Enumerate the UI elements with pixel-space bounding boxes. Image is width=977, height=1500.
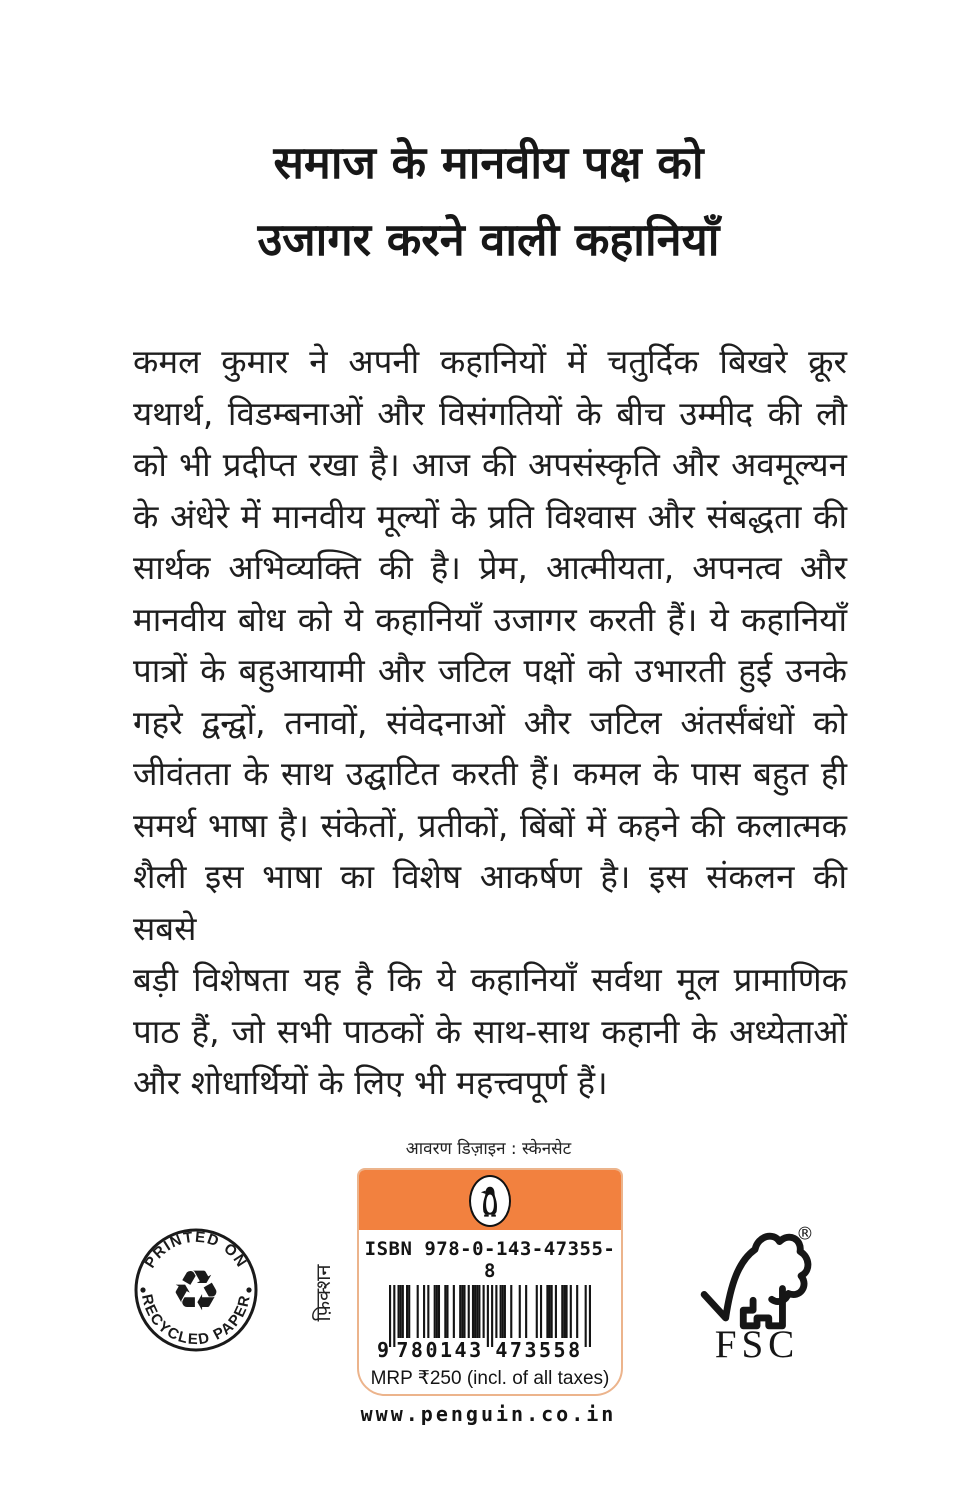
blurb-line: शैली इस भाषा का विशेष आकर्षण है। इस संकलन की सबसे bbox=[133, 857, 847, 948]
fsc-certification-mark bbox=[698, 1222, 816, 1368]
isbn-barcode-box bbox=[357, 1168, 623, 1396]
blurb-line: गहरे द्वन्द्वों, तनावों, संवेदनाओं और जटिल अंतर्संबंधों को bbox=[133, 702, 847, 742]
blurb-line: जीवंतता के साथ उद्घाटित करती हैं। कमल के पास बहुत ही bbox=[133, 754, 847, 793]
mrp-price: MRP ₹250 (incl. of all taxes) bbox=[370, 1368, 610, 1389]
publisher-brand-band bbox=[359, 1170, 621, 1230]
penguin-icon bbox=[477, 1182, 503, 1220]
stamp-bottom-text: RECYCLED PAPER bbox=[138, 1292, 254, 1349]
recycled-paper-stamp-graphic bbox=[128, 1222, 264, 1358]
fsc-label: FSC bbox=[714, 1323, 800, 1364]
cover-design-credit: आवरण डिज़ाइन : स्केनसेट bbox=[405, 1139, 572, 1159]
isbn-number: ISBN 978-0-143-47355-8 bbox=[364, 1238, 616, 1282]
barcode-digit-group2: 473558 bbox=[495, 1338, 583, 1362]
fsc-tree-icon bbox=[698, 1222, 816, 1364]
blurb-line: मानवीय बोध को ये कहानियाँ उजागर करती हैं। ये कहानियाँ bbox=[133, 599, 847, 639]
blurb-line: समर्थ भाषा है। संकेतों, प्रतीकों, बिंबों में कहने की कलात्मक bbox=[133, 805, 847, 845]
genre-spine-label: फ़िक्शन bbox=[311, 1264, 335, 1322]
stamp-top-text: PRINTED ON bbox=[141, 1228, 251, 1272]
penguin-logo bbox=[469, 1175, 511, 1227]
blurb-line: और शोधार्थियों के लिए भी महत्त्वपूर्ण हैं। bbox=[133, 1063, 608, 1102]
blurb-line: यथार्थ, विडम्बनाओं और विसंगतियों के बीच उम्मीद की लौ bbox=[133, 393, 847, 433]
barcode-digit-group1: 780143 bbox=[396, 1338, 484, 1362]
blurb-line: बड़ी विशेषता यह है कि ये कहानियाँ सर्वथा मूल प्रामाणिक bbox=[133, 960, 847, 999]
title-line-2: उजागर करने वाली कहानियाँ bbox=[257, 213, 720, 266]
publisher-website: www.penguin.co.in bbox=[360, 1402, 617, 1426]
blurb-line: पाठ हैं, जो सभी पाठकों के साथ-साथ कहानी के अध्येताओं bbox=[133, 1011, 847, 1051]
blurb-line: सार्थक अभिव्यक्ति की है। प्रेम, आत्मीयता, अपनत्व और bbox=[133, 548, 847, 587]
registered-trademark-symbol: ® bbox=[796, 1224, 814, 1245]
blurb-line: कमल कुमार ने अपनी कहानियों में चतुर्दिक बिखरे क्रूर bbox=[133, 342, 847, 381]
blurb-paragraph bbox=[133, 336, 847, 1109]
page-title bbox=[0, 124, 977, 278]
blurb-line: के अंधेरे में मानवीय मूल्यों के प्रति विश्वास और संबद्धता की bbox=[133, 496, 847, 536]
recycled-paper-stamp bbox=[128, 1222, 264, 1362]
blurb-line: को भी प्रदीप्त रखा है। आज की अपसंस्कृति और अवमूल्यन bbox=[133, 445, 847, 484]
barcode-digit-lead: 9 bbox=[376, 1338, 390, 1362]
recycle-icon: ♻ bbox=[170, 1259, 222, 1324]
barcode bbox=[376, 1285, 604, 1363]
blurb-line: पात्रों के बहुआयामी और जटिल पक्षों को उभारती हुई उनके bbox=[133, 651, 847, 690]
title-line-1: समाज के मानवीय पक्ष को bbox=[273, 136, 704, 189]
